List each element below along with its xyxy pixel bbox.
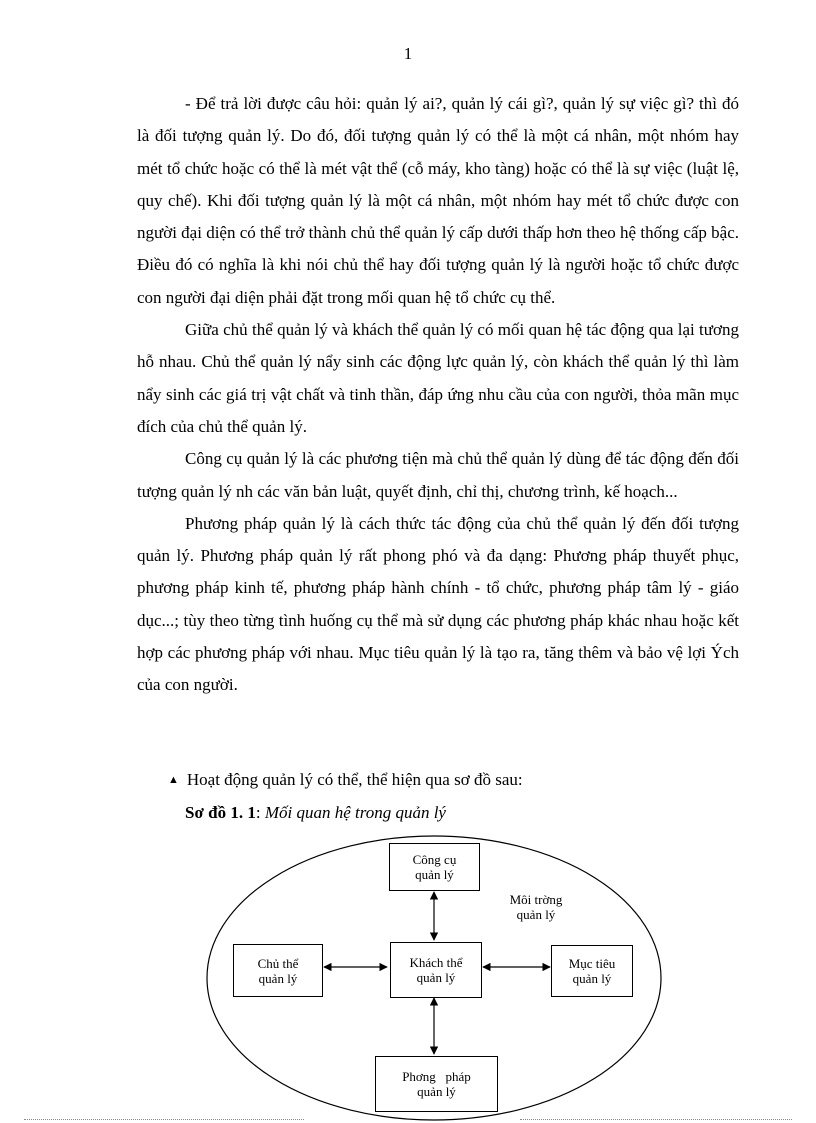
node-method-line1: Phơng pháp (402, 1069, 471, 1084)
paragraph-management-methods: Phương pháp quản lý là cách thức tác động của chủ thể quản lý đến đối tượng quản lý. Phương pháp quản lý rất phong phó và đa dạng: Phương pháp thuyết phục, phương pháp kinh tế, phương pháp hành chính - tổ chức, phương pháp tâm lý - giáo dục...; tùy theo từng tình huống cụ thể mà sử dụng các phương pháp khác nhau hoặc kết hợp các phương pháp với nhau. Mục tiêu quản lý là tạo ra, tăng thêm và bảo vệ lợi Ých của con người. (137, 513, 739, 695)
bullet-line (168, 770, 523, 790)
node-object (390, 942, 482, 998)
node-goal-line2: quản lý (572, 971, 612, 986)
node-tools-line1: Công cụ (412, 852, 457, 867)
caption-title: Mối quan hệ trong quản lý (264, 803, 446, 822)
node-method (375, 1056, 498, 1112)
paragraph-management-tools: Công cụ quản lý là các phương tiện mà chủ thể quản lý dùng để tác động đến đối tượng quản lý nh các văn bản luật, quyết định, chỉ thị, chương trình, kế hoạch... (137, 449, 739, 501)
caption-label: Sơ đồ 1. 1 (185, 803, 256, 822)
triangle-bullet-icon: ▲ (168, 774, 179, 786)
node-tools-line2: quản lý (415, 867, 454, 882)
node-subject-line2: quản lý (258, 970, 298, 986)
footer-dotted-rule-left (24, 1119, 304, 1120)
environment-label (496, 892, 576, 922)
node-method-line2: quản lý (417, 1084, 456, 1099)
body-text (137, 88, 739, 702)
diagram-caption (185, 803, 446, 823)
environment-label-line1: Môi trờng (509, 892, 563, 907)
node-object-line1: Khách thể (409, 955, 463, 970)
node-subject (233, 944, 323, 997)
page-number: 1 (403, 44, 413, 63)
paragraph-object-of-management: - Để trả lời được câu hỏi: quản lý ai?, quản lý cái gì?, quản lý sự việc gì? thì đó là đối tượng quản lý. Do đó, đối tượng quản lý có thể là một cá nhân, một nhóm hay mét tổ chức hoặc có thể là mét vật thể (cỗ máy, kho tàng) hoặc có thể là sự việc (luật lệ, quy chế). Khi đối tượng quản lý là một cá nhân, một nhóm hay mét tổ chức được con người đại diện có thể trở thành chủ thể quản lý cấp dưới thấp hơn theo hệ thống cấp bậc. Điều đó có nghĩa là khi nói chủ thể hay đối tượng quản lý là người hoặc tổ chức được con người đại diện phải đặt trong mối quan hệ tổ chức cụ thể. (137, 94, 739, 307)
footer-dotted-rule-right (520, 1119, 792, 1120)
caption-separator: : (255, 803, 265, 822)
bullet-text: Hoạt động quản lý có thể, thể hiện qua sơ đồ sau: (186, 770, 523, 789)
node-goal-line1: Mục tiêu (568, 956, 616, 971)
paragraph-subject-object-relation: Giữa chủ thể quản lý và khách thể quản lý có mối quan hệ tác động qua lại tương hỗ nhau. Chủ thể quản lý nẩy sinh các động lực quản lý, còn khách thể quản lý thì làm nẩy sinh các giá trị vật chất và tinh thần, đáp ứng nhu cầu của con người, thỏa mãn mục đích của chủ thể quản lý. (137, 320, 739, 436)
node-goal (551, 945, 633, 997)
node-subject-line1: Chủ thể (257, 955, 299, 971)
node-tools (389, 843, 480, 891)
node-object-line2: quản lý (416, 970, 456, 985)
environment-label-line2: quản lý (516, 907, 556, 922)
